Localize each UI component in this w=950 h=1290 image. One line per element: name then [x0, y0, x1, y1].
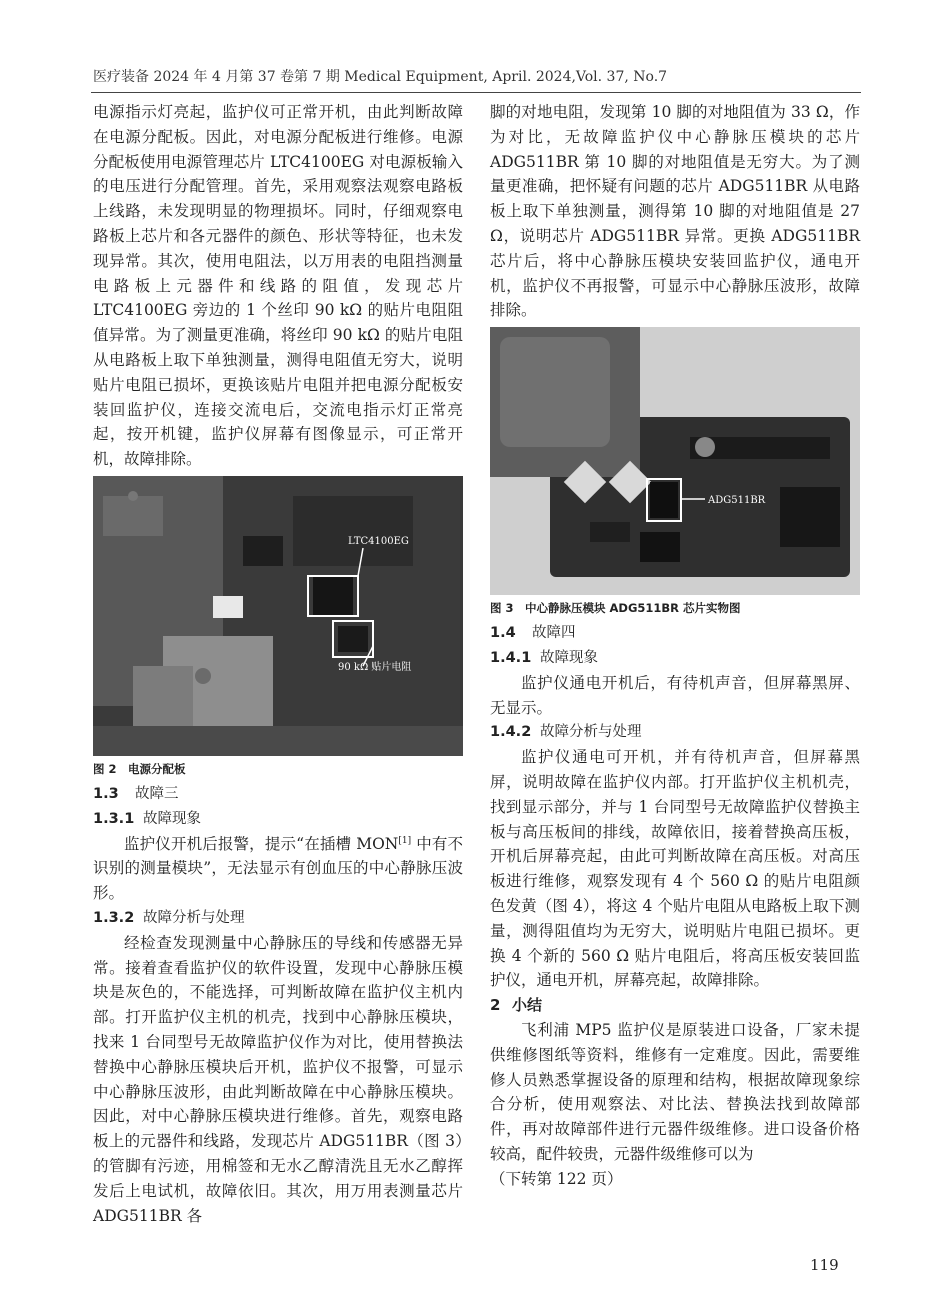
paragraph: 监护仪通电可开机，并有待机声音，但屏幕黑屏，说明故障在监护仪内部。打开监护仪主机机壳，找到显示部分，并与 1 台同型号无故障监护仪替换主板与高压板间的排线，故障依旧，接着替换高压板，开机后屏幕亮起，由此可判断故障在高压板。对高压板进行维修，观察发现有 4 个 560 Ω 的贴片电阻颜色发黄（图 4），将这 4 个贴片电阻从电路板上取下测量，测得阻值均为无穷大，说明贴片电阻已损坏。更换 4 个新的 560 Ω 贴片电阻后，将高压板安装回监护仪，通电开机，屏幕亮起，故障排除。 — [490, 748, 860, 990]
paragraph: 脚的对地电阻，发现第 10 脚的对地阻值为 33 Ω，作为对比，无故障监护仪中心静脉压模块的芯片 ADG511BR 第 10 脚的对地阻值是无穷大。为了测量更准确，把怀疑有问题的芯片 ADG511BR 从电路板上取下单独测量，测得第 10 脚的对地阻值是 27 Ω，说明芯片 ADG511BR 异常。更换 ADG511BR 芯片后，将中心静脉压模块安装回监护仪，通电开机，监护仪不再报警，可显示中心静脉压波形，故障排除。 — [490, 103, 860, 320]
section-heading-1-3: 1.3 故障三 — [93, 785, 179, 802]
figure-3-image — [490, 327, 860, 595]
figure-2-caption: 图 2 电源分配板 — [93, 761, 186, 776]
paragraph: 电源指示灯亮起，监护仪可正常开机，由此判断故障在电源分配板。因此，对电源分配板进行维修。电源分配板使用电源管理芯片 LTC4100EG 对电源板输入的电压进行分配管理。首先，采用观察法观察电路板上线路，未发现明显的物理损坏。同时，仔细观察电路板上芯片和各元器件的颜色、形状等特征，也未发现异常。其次，使用电阻法，以万用表的电阻挡测量电路板上元器件和线路的阻值，发现芯片 LTC4100EG 旁边的 1 个丝印 90 kΩ 的贴片电阻阻值异常。为了测量更准确，将丝印 90 kΩ 的贴片电阻从电路板上取下单独测量，测得电阻值无穷大，说明贴片电阻已损坏，更换该贴片电阻并把电源分配板安装回监护仪，连接交流电后，交流电指示灯正常亮起，按开机键，监护仪屏幕有图像显示，可正常开机，故障排除。 — [93, 103, 463, 469]
figure-2-image — [93, 476, 463, 756]
section-heading-1-3-1: 1.3.1 故障现象 — [93, 810, 201, 827]
figure-3-caption: 图 3 中心静脉压模块 ADG511BR 芯片实物图 — [490, 601, 741, 616]
section-heading-2: 2 小结 — [490, 996, 543, 1015]
figure-2 — [93, 476, 463, 756]
paragraph: 飞利浦 MP5 监护仪是原装进口设备，厂家未提供维修图纸等资料，维修有一定难度。因此，需要维修人员熟悉掌握设备的原理和结构，根据故障现象综合分析，使用观察法、对比法、替换法找到故障部件，再对故障部件进行元器件级维修。进口设备价格较高，配件较贵，元器件级维修可以为 — [490, 1020, 860, 1163]
figure-3-chip-label: ADG511BR — [708, 495, 766, 507]
paragraph: 经检查发现测量中心静脉压的导线和传感器无异常。接着查看监护仪的软件设置，发现中心静脉压模块是灰色的，不能选择，可判断故障在监护仪主机内部。打开监护仪主机的机壳，找到中心静脉压模块，找来 1 台同型号无故障监护仪作为对比，使用替换法替换中心静脉压模块后开机，监护仪不报警，可显示中心静脉压波形，由此判断故障在中心静脉压模块。因此，对中心静脉压模块进行维修。首先，观察电路板上的元器件和线路，发现芯片 ADG511BR（图 3）的管脚有污迹，用棉签和无水乙醇清洗且无水乙醇挥发后上电试机，故障依旧。其次，用万用表测量芯片 ADG511BR 各 — [93, 933, 463, 1225]
header-rule — [91, 92, 861, 93]
figure-3 — [490, 327, 860, 595]
section-heading-1-4-1: 1.4.1 故障现象 — [490, 649, 598, 666]
running-header: 医疗装备 2024 年 4 月第 37 卷第 7 期 Medical Equipment, April. 2024,Vol. 37, No.7 — [93, 69, 668, 85]
figure-2-chip-label: LTC4100EG — [348, 535, 409, 547]
paragraph: 监护仪通电开机后，有待机声音，但屏幕黑屏、无显示。 — [490, 673, 860, 717]
continuation-note: （下转第 122 页） — [490, 1169, 623, 1188]
section-heading-1-4-2: 1.4.2 故障分析与处理 — [490, 724, 642, 741]
left-column — [93, 100, 463, 1228]
right-column — [490, 100, 860, 1192]
section-heading-1-4: 1.4 故障四 — [490, 625, 576, 642]
figure-2-resistor-label: 90 kΩ 贴片电阻 — [338, 661, 412, 673]
paragraph: 监护仪开机后报警，提示“在插槽 MON[1] 中有不识别的测量模块”，无法显示有创血压的中心静脉压波形。 — [93, 834, 463, 903]
section-heading-1-3-2: 1.3.2 故障分析与处理 — [93, 909, 245, 926]
page-number: 119 — [810, 1256, 839, 1274]
citation-ref: [1] — [398, 835, 412, 846]
